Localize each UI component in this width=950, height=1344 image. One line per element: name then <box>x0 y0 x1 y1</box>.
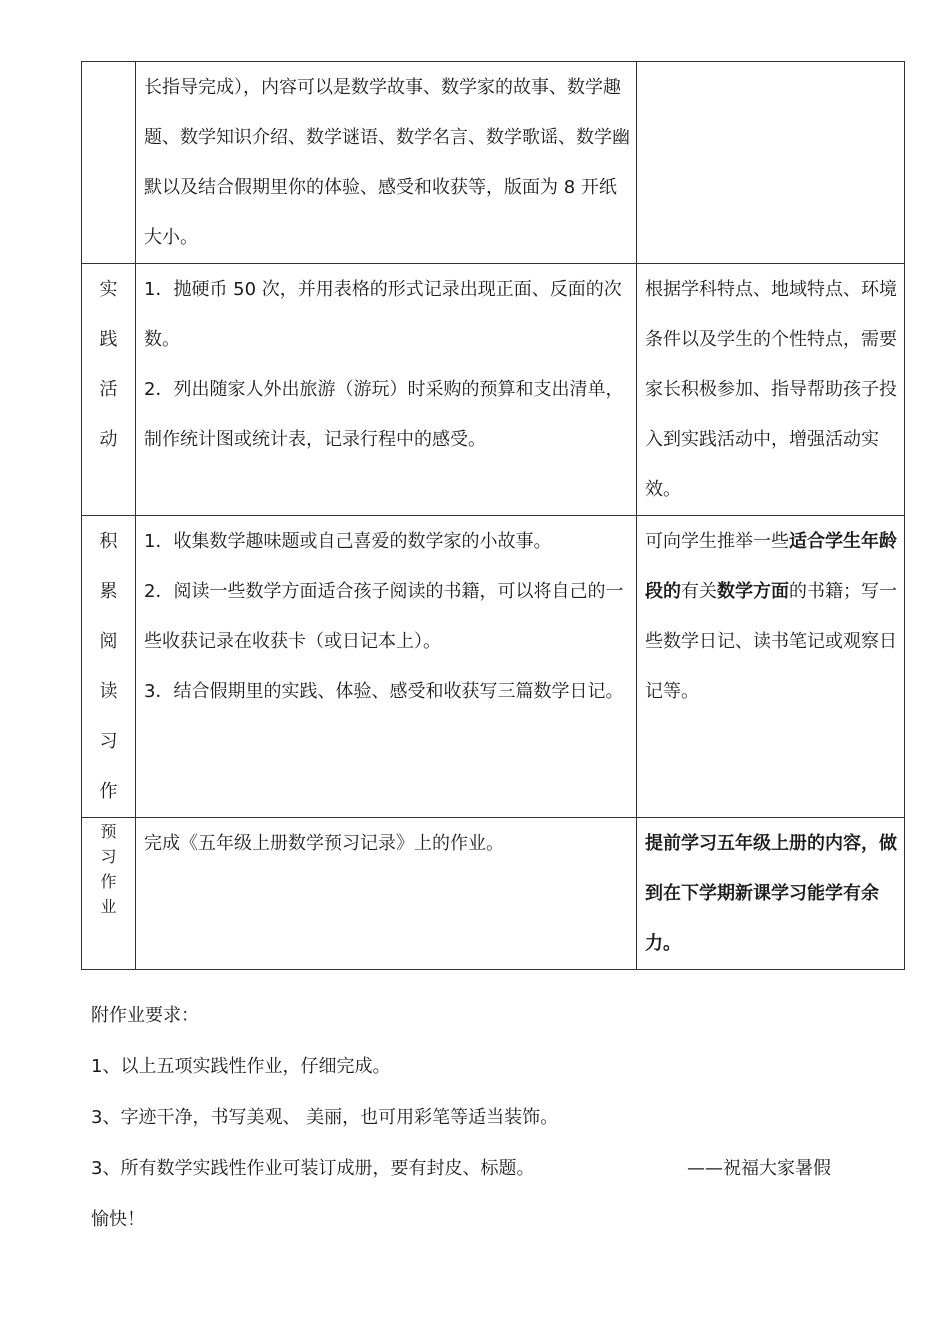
notes-item-with-closing <box>91 1143 891 1194</box>
row-label <box>82 516 136 818</box>
label-char: 实 <box>99 279 118 300</box>
label-char: 动 <box>99 429 118 450</box>
row-label <box>82 818 136 970</box>
guidance-emphasis: 适合学生年龄段的 <box>645 531 897 602</box>
guidance-text: 根据学科特点、地域特点、环境条件以及学生的个性特点，需要家长积极参加、指导帮助孩子投入到实践活动中，增强活动实效。 <box>645 279 897 500</box>
content-paragraph: 长指导完成），内容可以是数学故事、数学家的故事、数学趣题、数学知识介绍、数学谜语、数学名言、数学歌谣、数学幽默以及结合假期里你的体验、感受和收获等，版面为 8 开纸大小。 <box>144 77 630 248</box>
notes-item: 1、以上五项实践性作业，仔细完成。 <box>91 1056 391 1077</box>
content-cell <box>136 62 637 264</box>
guidance-cell <box>637 264 905 516</box>
content-cell <box>136 818 637 970</box>
row-label <box>82 62 136 264</box>
guidance-cell <box>637 516 905 818</box>
guidance-text: 可向学生推举一些 <box>645 531 789 552</box>
guidance-emphasis: 数学方面 <box>717 581 789 602</box>
label-char: 习 <box>99 731 118 752</box>
label-char: 活 <box>99 379 118 400</box>
content-paragraph: 1．收集数学趣味题或自己喜爱的数学家的小故事。 <box>144 531 552 552</box>
homework-notes <box>91 990 891 1245</box>
row-label <box>82 264 136 516</box>
homework-table <box>81 61 905 970</box>
table-row <box>82 62 905 264</box>
closing-tail: 愉快！ <box>91 1209 145 1230</box>
label-char: 习 <box>100 847 117 866</box>
notes-item: 3、所有数学实践性作业可装订成册，要有封皮、标题。 <box>91 1158 535 1179</box>
label-char: 阅 <box>99 631 118 652</box>
guidance-cell <box>637 62 905 264</box>
content-paragraph: 2．列出随家人外出旅游（游玩）时采购的预算和支出清单，制作统计图或统计表，记录行程中的感受。 <box>144 379 624 450</box>
guidance-cell <box>637 818 905 970</box>
label-char: 作 <box>99 781 118 802</box>
notes-item: 3、字迹干净，书写美观、 美丽，也可用彩笔等适当装饰。 <box>91 1107 559 1128</box>
label-char: 预 <box>100 822 117 841</box>
guidance-text: 的书籍；写一些数学日记、读书笔记或观察日记等。 <box>645 581 897 702</box>
table-row <box>82 818 905 970</box>
notes-heading: 附作业要求： <box>91 1005 199 1026</box>
label-char: 读 <box>99 681 118 702</box>
content-paragraph: 1．抛硬币 50 次，并用表格的形式记录出现正面、反面的次数。 <box>144 279 622 350</box>
closing-wish: ——祝福大家暑假 <box>687 1158 831 1179</box>
content-paragraph: 3．结合假期里的实践、体验、感受和收获写三篇数学日记。 <box>144 681 624 702</box>
content-cell <box>136 264 637 516</box>
label-char: 践 <box>99 329 118 350</box>
label-char: 作 <box>100 872 117 891</box>
label-char: 累 <box>99 581 118 602</box>
guidance-text: 有关 <box>681 581 717 602</box>
table-row <box>82 516 905 818</box>
guidance-emphasis: 提前学习五年级上册的内容，做到在下学期新课学习能学有余力。 <box>645 833 897 954</box>
label-char: 积 <box>99 531 118 552</box>
content-paragraph: 2．阅读一些数学方面适合孩子阅读的书籍，可以将自己的一些收获记录在收获卡（或日记本上）。 <box>144 581 624 652</box>
label-char: 业 <box>100 897 117 916</box>
table-row <box>82 264 905 516</box>
content-cell <box>136 516 637 818</box>
content-paragraph: 完成《五年级上册数学预习记录》上的作业。 <box>144 833 504 854</box>
